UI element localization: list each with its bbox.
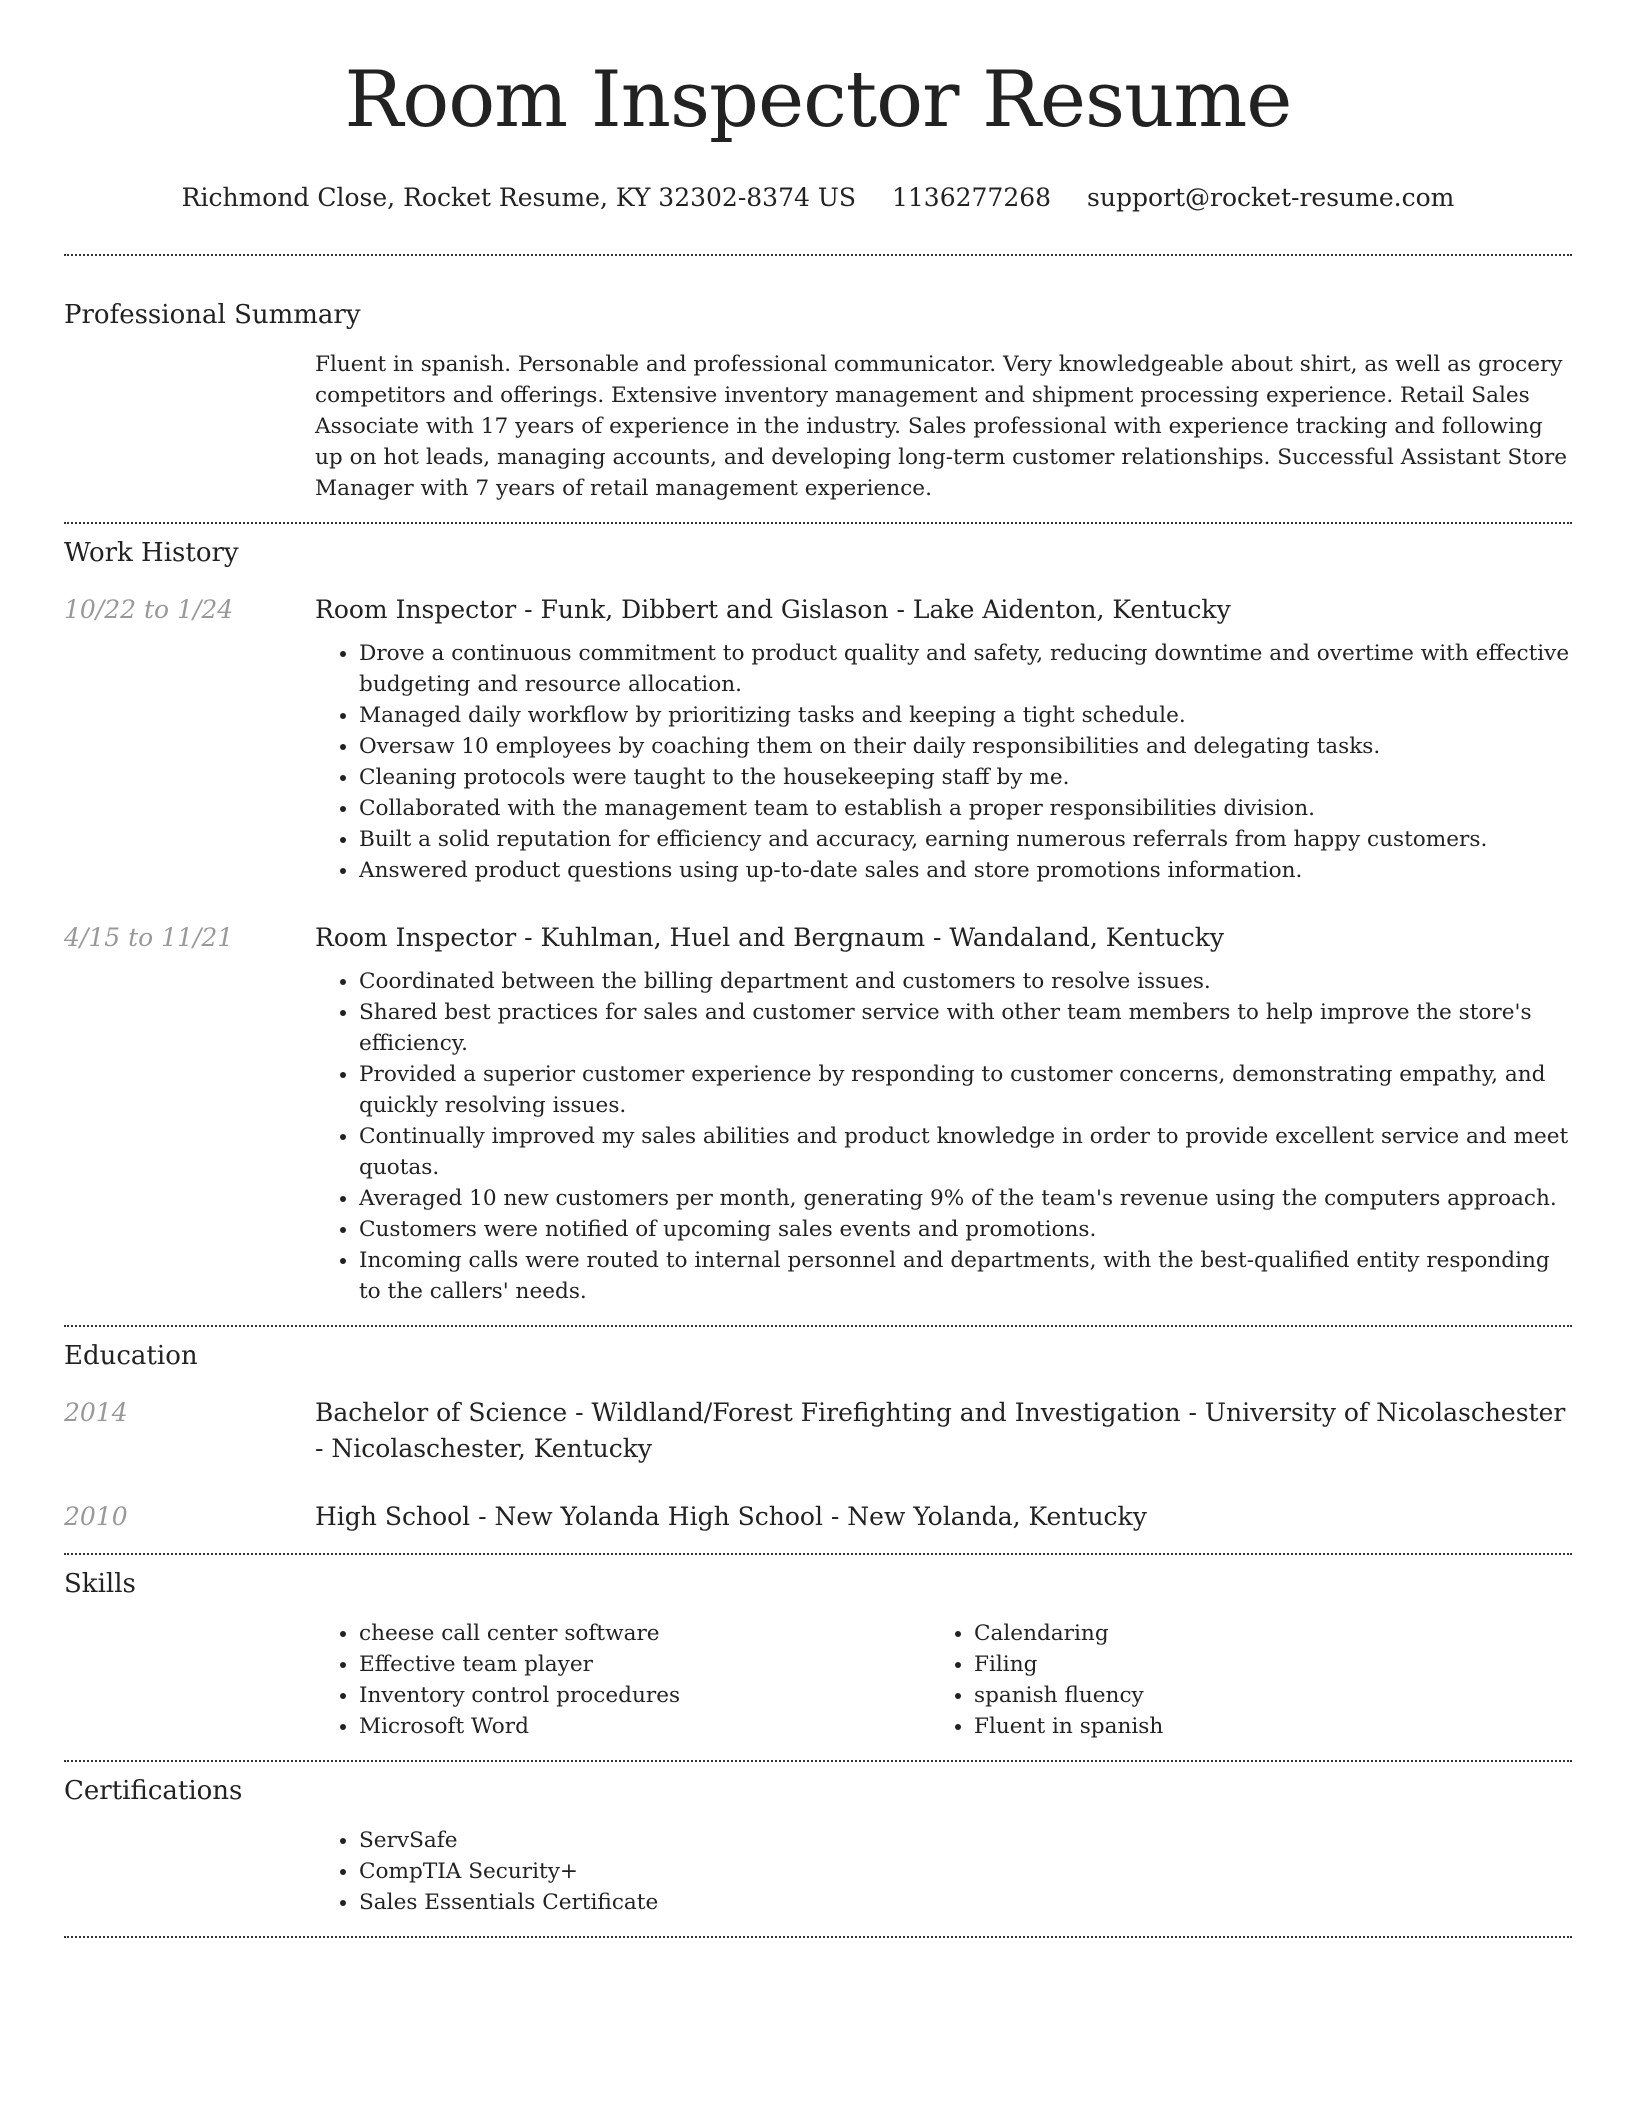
job-bullet: • Continually improved my sales abilities and product knowledge in order to provide excellent service and meet quotas. (359, 1121, 1572, 1183)
job-bullet: • Oversaw 10 employees by coaching them on their daily responsibilities and delegating tasks. (359, 731, 1572, 762)
education-year: 2010 (64, 1502, 128, 1531)
skills-list-left (315, 1618, 930, 1742)
job-dates: 10/22 to 1/24 (64, 595, 234, 624)
job-dates: 4/15 to 11/21 (64, 923, 234, 952)
job-bullet: • Built a solid reputation for efficiency and accuracy, earning numerous referrals from happy customers. (359, 824, 1572, 855)
skills-list-right (930, 1618, 1545, 1742)
section-divider (64, 1760, 1572, 1762)
job-bullets (315, 638, 1572, 886)
work-section (64, 536, 1572, 1307)
job-heading: Room Inspector - Kuhlman, Huel and Bergnaum - Wandaland, Kentucky (315, 923, 1225, 952)
certifications-spacer (64, 1825, 315, 1918)
contact-line (64, 182, 1572, 214)
job-entry (64, 920, 1572, 1307)
job-entry (64, 592, 1572, 886)
certifications-section (64, 1774, 1572, 1918)
certification-item: • CompTIA Security+ (359, 1856, 1572, 1887)
skill-item: • Inventory control procedures (359, 1680, 930, 1711)
resume-title: Room Inspector Resume (344, 55, 1292, 145)
education-degree: Bachelor of Science - Wildland/Forest Firefighting and Investigation (315, 1398, 1181, 1427)
section-divider (64, 1936, 1572, 1938)
job-bullet: • Incoming calls were routed to internal personnel and departments, with the best-qualified entity responding to the callers' needs. (359, 1245, 1572, 1307)
job-bullet: • Averaged 10 new customers per month, generating 9% of the team's revenue using the computers approach. (359, 1183, 1572, 1214)
skill-item: • Fluent in spanish (974, 1711, 1545, 1742)
certifications-list (315, 1825, 1572, 1918)
skills-heading: Skills (64, 1569, 136, 1599)
section-divider (64, 1553, 1572, 1555)
certification-item: • ServSafe (359, 1825, 1572, 1856)
education-entry (64, 1395, 1572, 1467)
education-heading: Education (64, 1341, 198, 1371)
certification-item: • Sales Essentials Certificate (359, 1887, 1572, 1918)
job-bullet: • Drove a continuous commitment to product quality and safety, reducing downtime and overtime with effective budgeting and resource allocation. (359, 638, 1572, 700)
summary-spacer (64, 349, 315, 504)
job-bullet: • Managed daily workflow by prioritizing tasks and keeping a tight schedule. (359, 700, 1572, 731)
section-divider (64, 522, 1572, 524)
skill-item: • cheese call center software (359, 1618, 930, 1649)
certifications-heading: Certifications (64, 1776, 243, 1806)
skills-spacer (64, 1618, 315, 1742)
job-heading: Room Inspector - Funk, Dibbert and Gislason - Lake Aidenton, Kentucky (315, 595, 1231, 624)
education-year: 2014 (64, 1398, 128, 1427)
job-bullet: • Coordinated between the billing department and customers to resolve issues. (359, 966, 1572, 997)
skill-item: • Calendaring (974, 1618, 1545, 1649)
work-heading: Work History (64, 538, 239, 568)
section-divider (64, 1325, 1572, 1327)
job-bullet: • Answered product questions using up-to-date sales and store promotions information. (359, 855, 1572, 886)
job-bullet: • Shared best practices for sales and customer service with other team members to help improve the store's efficiency. (359, 997, 1572, 1059)
resume-header (64, 0, 1572, 214)
education-school: - University of Nicolaschester - Nicolaschester, Kentucky (315, 1398, 1566, 1463)
skill-item: • Effective team player (359, 1649, 930, 1680)
education-entry (64, 1499, 1572, 1535)
skill-item: • Microsoft Word (359, 1711, 930, 1742)
skills-section (64, 1567, 1572, 1742)
job-bullets (315, 966, 1572, 1307)
skill-item: • Filing (974, 1649, 1545, 1680)
contact-address: Richmond Close, Rocket Resume, KY 32302-8374 US (181, 183, 857, 212)
contact-phone: 1136277268 (892, 183, 1052, 212)
job-bullet: • Provided a superior customer experience by responding to customer concerns, demonstrating empathy, and quickly resolving issues. (359, 1059, 1572, 1121)
resume-page (64, 0, 1572, 1938)
education-section (64, 1339, 1572, 1535)
summary-heading: Professional Summary (64, 300, 361, 330)
job-bullet: • Collaborated with the management team to establish a proper responsibilities division. (359, 793, 1572, 824)
job-bullet: • Customers were notified of upcoming sales events and promotions. (359, 1214, 1572, 1245)
education-school: - New Yolanda High School - New Yolanda, Kentucky (470, 1502, 1147, 1531)
education-degree: High School (315, 1502, 471, 1531)
job-bullet: • Cleaning protocols were taught to the housekeeping staff by me. (359, 762, 1572, 793)
skill-item: • spanish fluency (974, 1680, 1545, 1711)
section-divider (64, 254, 1572, 256)
summary-section (64, 298, 1572, 504)
summary-text: Fluent in spanish. Personable and professional communicator. Very knowledgeable about shirt, as well as grocery competitors and offerings. Extensive inventory management and shipment processing experience. Retail Sales Associate with 17 years of experience in the industry. Sales professional with experience tracking and following up on hot leads, managing accounts, and developing long-term customer relationships. Successful Assistant Store Manager with 7 years of retail management experience. (315, 352, 1568, 501)
contact-email: support@rocket-resume.com (1087, 183, 1455, 212)
